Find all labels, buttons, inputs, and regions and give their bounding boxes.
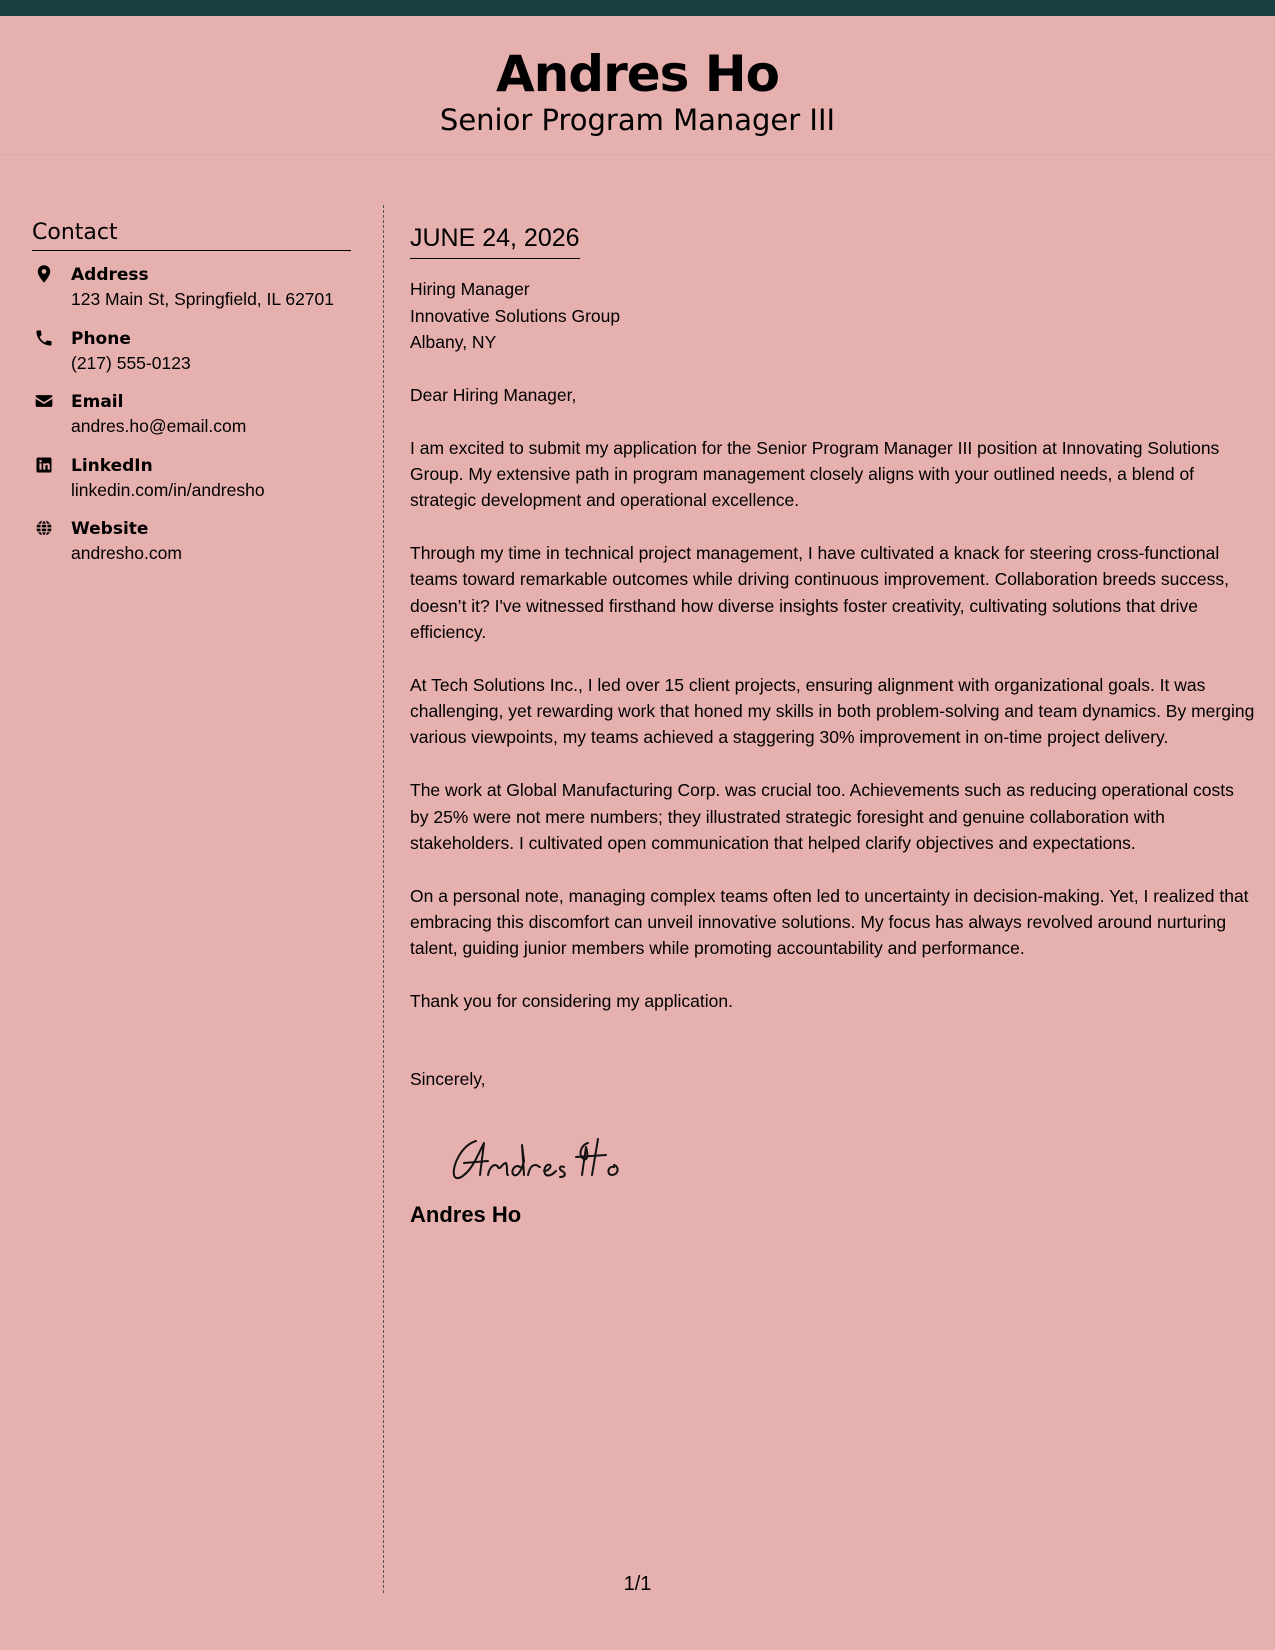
thank-you-line: Thank you for considering my application. [410,991,733,1012]
contact-value: andres.ho@email.com [71,416,247,436]
letter-date: JUNE 24, 2026 [410,222,580,259]
recipient-line: Hiring Manager [410,279,530,299]
body-paragraph: At Tech Solutions Inc., I led over 15 client projects, ensuring alignment with organizational goals. It was challenging, yet rewarding work that honed my skills in both problem-solving and team dynamics. By merging various viewpoints, my teams achieved a staggering 30% improvement in on-time project delivery. [410,674,1255,748]
column-divider [383,205,384,1593]
recipient-block [410,276,1255,356]
body-paragraph: The work at Global Manufacturing Corp. was crucial too. Achievements such as reducing operational costs by 25% were not mere numbers; they illustrated strategic foresight and genuine collaboration with stakeholders. I cultivated open communication that helped clarify objectives and expectations. [410,780,1234,853]
candidate-name: Andres Ho [495,45,780,103]
contact-label: Website [71,519,149,539]
body-paragraph: I am excited to submit my application for the Senior Program Manager III position at Innovating Solutions Group. My extensive path in program management closely aligns with your outlined needs, a blend of strategic development and operational excellence. [410,437,1220,511]
contact-value: linkedin.com/in/andresho [71,479,265,500]
contact-sidebar [32,218,351,581]
linkedin-icon [34,455,54,475]
handwritten-signature [448,1127,1255,1189]
recipient-line: Innovative Solutions Group [410,305,621,326]
envelope-icon [34,391,54,411]
globe-icon [34,518,54,538]
phone-icon [34,328,54,348]
top-accent-bar [0,0,1275,16]
body-paragraph: Through my time in technical project management, I have cultivated a knack for steering cross-functional teams toward remarkable outcomes while driving continuous improvement. Collaboration breeds success, doesn’t it? I've witnessed firsthand how diverse insights foster creativity, cultivating solutions that drive efficiency. [410,543,1229,643]
contact-label: Phone [71,328,131,349]
contact-value: 123 Main St, Springfield, IL 62701 [71,289,334,309]
contact-label: Address [71,265,149,285]
candidate-title: Senior Program Manager III [439,103,836,137]
contact-heading: Contact [32,218,351,251]
closing: Sincerely, [410,1069,486,1090]
letter-body [410,222,1255,1229]
contact-label: Email [71,392,124,412]
contact-item-website [32,517,351,581]
contact-item-email [32,390,351,454]
signature-drawing [448,1127,648,1187]
map-pin-icon [34,264,54,284]
page-number: 1/1 [623,1573,652,1595]
contact-label: LinkedIn [71,455,153,476]
recipient-line: Albany, NY [410,332,497,352]
signer-name: Andres Ho [410,1201,522,1227]
page-header [0,16,1275,155]
contact-item-linkedin [32,454,351,518]
salutation: Dear Hiring Manager, [410,385,577,405]
contact-value: (217) 555-0123 [71,352,191,373]
contact-value: andresho.com [71,543,182,563]
contact-item-phone [32,327,351,391]
body-paragraph: On a personal note, managing complex teams often led to uncertainty in decision-making. Yet, I realized that embracing this discomfort can unveil innovative solutions. My focus has always revolved around nurturing talent, guiding junior members while promoting accountability and performance. [410,885,1249,959]
contact-item-address [32,263,351,327]
